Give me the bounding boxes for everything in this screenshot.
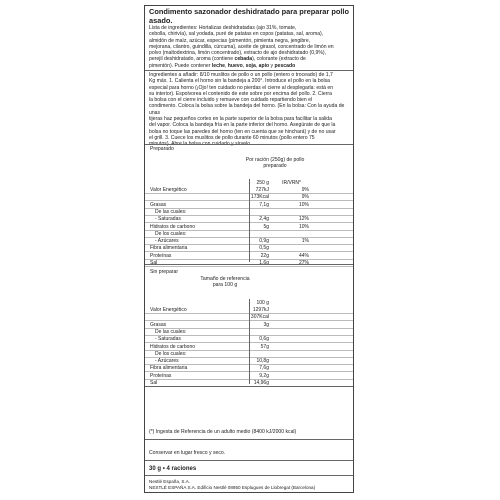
nutrient-name: De las cuales: — [155, 208, 187, 215]
storage-note: Conservar en lugar fresco y seco. — [149, 450, 226, 456]
nutrient-name: - Saturadas — [155, 216, 181, 223]
weight-value: 30 g — [149, 466, 162, 472]
nutrient-name: Valor Energético — [150, 187, 187, 193]
nutrient-name: Fibra alimentaria — [150, 245, 188, 252]
ingredients-text: Lista de ingredientes: Hortalizas deshidratadas (ajo 31%, tomate, — [149, 25, 297, 31]
nutrient-value: 0,5g — [259, 245, 269, 252]
ingredients-text: , — [242, 62, 246, 69]
nutrient-name: - Azúcares — [155, 238, 179, 245]
unprepared-header-line-2: para 100 g — [212, 282, 238, 289]
allergen: soja — [245, 62, 256, 69]
divider — [145, 439, 353, 440]
divider — [145, 475, 353, 476]
nutrient-value: 2,4g — [259, 216, 269, 223]
nutrient-value: 1297kJ — [252, 307, 269, 313]
divider — [145, 144, 353, 145]
instruction-line: Kg máx. 1. Calienta el horno sin la bandeja a 200°. Introduce el pollo en la bolsa — [149, 78, 331, 85]
prepared-header — [215, 157, 335, 169]
instruction-line: tijeras haz pequeños cortes en la parte superior de la bolsa para facilitar la salida — [149, 116, 332, 123]
nutrient-name: Grasas — [150, 201, 167, 208]
portions-value: 4 raciones — [166, 466, 197, 472]
nutrient-percent: 44% — [298, 252, 309, 259]
nutrient-value: 307Kcal — [250, 314, 269, 321]
nutrient-name: - Saturadas — [155, 336, 181, 343]
instruction-line: bolsa no toque las paredes del horno (ten en cuenta que se hinchará) y de no usar — [149, 128, 336, 135]
ingredients-text: cebolla, chirivía), sal yodada, puré de patatas en copos (patatas, sal, aroma), — [149, 31, 324, 38]
nutrient-value: 0,6g — [259, 336, 269, 343]
unprepared-label: Sin preparar — [150, 269, 179, 275]
product-label — [144, 5, 354, 493]
net-weight — [145, 465, 353, 473]
ingredients-text: , — [255, 62, 259, 69]
nutrient-value: 57g — [260, 343, 269, 350]
nutrient-name: Hidratos de carbono — [150, 223, 196, 230]
ingredients-text: perejil deshidratado, aroma (contiene — [149, 56, 235, 63]
ingredients-text: y — [269, 62, 275, 69]
nutrient-name: De las cuales: — [155, 328, 187, 335]
unprepared-header-line-1: Tamaño de referencia — [200, 276, 250, 282]
title-line-1: Condimento sazonador deshidratado para preparar pollo — [149, 7, 349, 16]
nutrient-percent: 27% — [298, 260, 309, 266]
ingredients-line — [149, 63, 349, 69]
ingredients-text: mejorana, cilantro, guindilla, cúrcuma), aceite de girasol, concentrado de limón en — [149, 43, 334, 50]
nutrient-name: Hidratos de carbono — [150, 343, 196, 350]
nutrient-name: De los cuales: — [155, 350, 187, 357]
nutrient-percent: 9% — [301, 194, 309, 201]
ingredients-list — [145, 25, 353, 69]
allergen: cebada — [234, 56, 253, 63]
nutrient-percent: 10% — [298, 223, 309, 230]
nutrient-value: 1,6g — [259, 260, 269, 266]
nutrient-value: 7,6g — [259, 365, 269, 372]
product-title — [145, 8, 353, 25]
ingredients-text: pimentón). Puede contener — [149, 62, 212, 69]
ingredients-text: , — [224, 62, 228, 69]
nutrition-table-unprepared — [145, 266, 353, 384]
company-name: Nestlé España, S.A. — [149, 479, 191, 484]
nutrient-name: Proteínas — [150, 372, 172, 379]
nutrient-name: Grasas — [150, 321, 167, 328]
column-grams: 250 g — [256, 180, 269, 186]
bullet: • — [162, 466, 165, 472]
divider — [145, 386, 353, 387]
nutrient-percent: 9% — [301, 187, 309, 193]
nutrient-value: 14,96g — [253, 380, 269, 386]
nutrient-value: 22g — [260, 252, 269, 259]
nutrient-value: 10,8g — [256, 358, 269, 365]
nutrition-table-prepared — [145, 146, 353, 266]
prepared-label: Preparado — [150, 146, 174, 152]
allergen: leche — [211, 62, 225, 69]
nutrient-name: Fibra alimentaria — [150, 365, 188, 372]
nutrient-name: Sal — [150, 380, 158, 386]
instruction-line: su interior). Espolvorea el contenido de este sobre por encima del pollo. 2. Cierra — [149, 90, 332, 97]
column-divider — [249, 299, 250, 384]
nutrient-name: Proteínas — [150, 252, 172, 259]
instruction-line: Ingredientes a añadir: 8/10 muslitos de pollo o un pollo (entero o troceado) de 1,7 — [149, 72, 333, 78]
nutrient-value: 5g — [263, 223, 269, 230]
ingredients-text: polvo (maltodextrina, limón concentrado), extracto de ajo deshidratado (0,9%), — [149, 50, 326, 57]
ingredients-text: almidón de maíz, azúcar, especias (pimentón, pimienta negra, jengibre, — [149, 37, 311, 44]
column-ir-vrn: IR/VRN* — [282, 180, 301, 186]
nutrient-name: Valor Energético — [150, 307, 187, 313]
divider — [145, 70, 353, 71]
instruction-line: minutos). Abre la bolsa con cuidado y sírvelo. — [149, 141, 252, 148]
title-line-2: asado. — [149, 15, 173, 25]
nutrient-name: Sal — [150, 260, 158, 266]
instruction-line: el grill. 3. Cuece los muslitos de pollo durante 60 minutos (pollo entero 75 — [149, 134, 315, 141]
divider — [145, 264, 353, 265]
nutrient-value: 0,9g — [259, 238, 269, 245]
preparation-instructions — [145, 72, 353, 148]
nutrient-value: 9,2g — [259, 372, 269, 379]
nutrient-value: 173Kcal — [250, 194, 269, 201]
ingredients-text: ), colorante (extracto de — [252, 56, 306, 63]
divider — [145, 460, 353, 461]
nutrient-value: 7,1g — [259, 201, 269, 208]
instruction-line: la bolsa con el cierre incluido y remueve con cuidado repartiendo bien el — [149, 97, 313, 104]
instruction-line: especial para horno (¡Ojo! ten cuidado no pierdas el cierre al desplegarla: está en — [149, 84, 334, 91]
unprepared-header — [165, 276, 285, 288]
nutrient-name: - Azúcares — [155, 358, 179, 365]
allergen: apio — [258, 62, 270, 69]
prepared-header-line-2: preparado — [263, 163, 287, 170]
nutrient-name: De los cuales: — [155, 230, 187, 237]
column-divider — [249, 179, 250, 262]
nutrient-percent: 10% — [298, 201, 309, 208]
reference-note: (*) Ingesta de Referencia de un adulto medio (8400 kJ/2000 kcal) — [149, 429, 297, 435]
column-grams: 100 g — [256, 300, 269, 306]
nutrient-percent: 1% — [301, 238, 309, 245]
allergen: huevo — [227, 62, 243, 69]
nutrient-percent: 12% — [298, 216, 309, 223]
nutrient-value: 3g — [263, 321, 269, 328]
instruction-line: condimento. Coloca la bolsa sobre la bandeja del horno. (En la bolsa: Con la ayuda de unas — [149, 103, 345, 116]
allergen: pescado — [274, 62, 296, 69]
company-address: NESTLÉ ESPAÑA S.A. Edificio Nestlé 08950 Esplugues de Llobregat (Barcelona) — [149, 485, 316, 490]
prepared-header-line-1: Por ración (250g) de pollo — [245, 157, 305, 163]
nutrient-value: 727kJ — [255, 187, 269, 193]
instruction-line: del vapor. Coloca la bandeja fría en la parte inferior del horno. Asegúrate de que la — [149, 122, 336, 129]
